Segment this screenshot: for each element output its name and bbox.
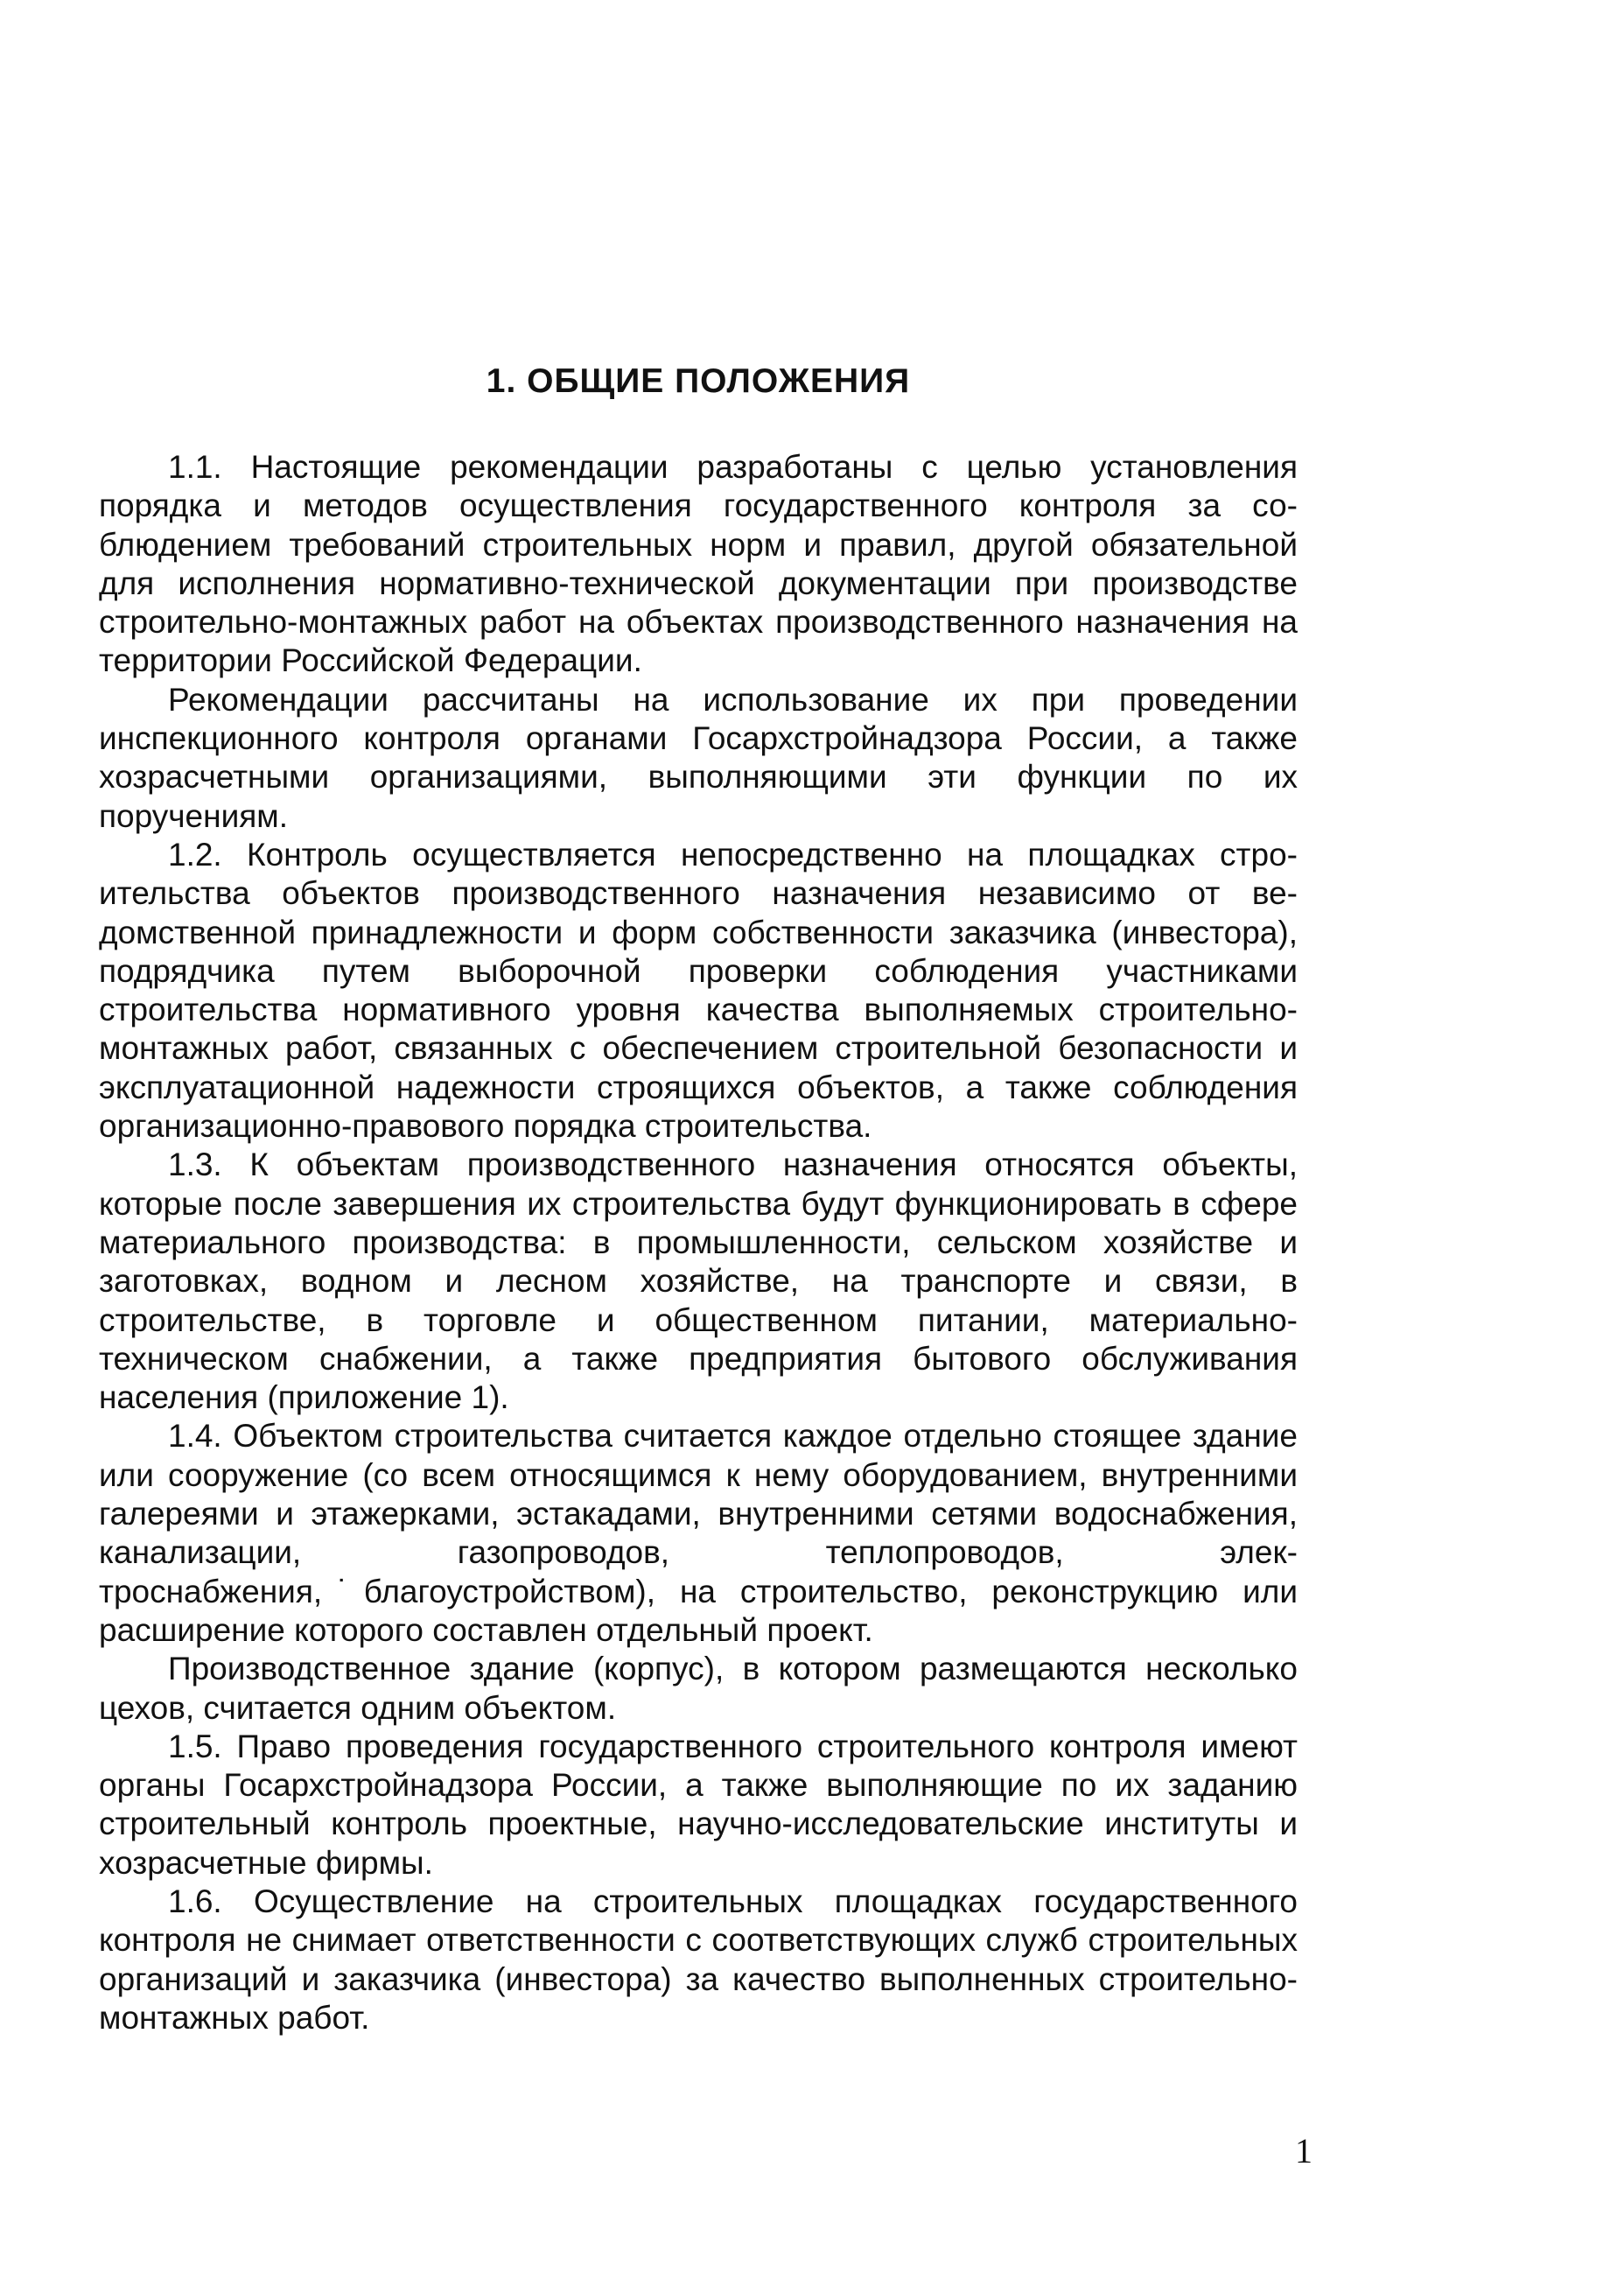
paragraph-1-1: 1.1. Настоящие рекомендации разработаны с целью установления порядка и методов осуществления государственного контроля за соблюдением требований строительных норм и правил, другой обязательной для исполнения нормативно-технической документации при производстве строительно-монтажных работ на объектах производственного назначения на территории Российской Федерации. xyxy=(99,449,1298,679)
paragraph-1-3: 1.3. К объектам производственного назначения относятся объекты, которые после завершения их строительства будут функционировать в сфере материального производства: в промышленности, сельском хозяйстве и заготовках, водном и лесном хозяйстве, на транспорте и связи, в строительстве, в торговле и общественном питании, материально-техническом снабжении, а также предприятия бытового обслуживания населения (приложение 1). xyxy=(99,1147,1298,1416)
page-number: 1 xyxy=(1295,2131,1312,2170)
section-heading: 1. ОБЩИЕ ПОЛОЖЕНИЯ xyxy=(486,362,911,400)
paragraph-1-5: 1.5. Право проведения государственного строительного контроля имеют органы Госархстройнадзора России, а также выполняющие по их заданию строительный контроль проектные, научно-исследовательские институты и хозрасчетные фирмы. xyxy=(99,1728,1298,1881)
paragraph-1-2: 1.2. Контроль осуществляется непосредственно на площадках строительства объектов производственного назначения независимо от ведомственной принадлежности и форм собственности заказчика (инвестора), подрядчика путем выборочной проверки соблюдения участниками строительства нормативного уровня качества выполняемых строительно-монтажных работ, связанных с обеспечением строительной безопасности и эксплуатационной надежности строящихся объектов, а также соблюдения организационно-правового порядка строительства. xyxy=(99,836,1298,1145)
body-text xyxy=(99,448,1298,2037)
paragraph-1-4: 1.4. Объектом строительства считается каждое отдельно стоящее здание или сооружение (со всем относящимся к нему оборудованием, внутренними галереями и этажерками, эстакадами, внутренними сетями водоснабжения, канализации, газопроводов, теплопроводов, электроснабжения,˙благоустройством), на строительство, реконструкцию или расширение которого составлен отдельный проект. xyxy=(99,1418,1298,1648)
paragraph-recommendations: Рекомендации рассчитаны на использование их при проведении инспекционного контроля органами Госархстройнадзора России, а также хозрасчетными организациями, выполняющими эти функции по их поручениям. xyxy=(99,681,1298,834)
paragraph-1-6: 1.6. Осуществление на строительных площадках государственного контроля не снимает ответственности с соответствующих служб строительных организаций и заказчика (инвестора) за качество выполненных строительно-монтажных работ. xyxy=(99,1883,1298,2036)
paragraph-production-building: Производственное здание (корпус), в котором размещаются несколько цехов, считается одним объектом. xyxy=(99,1651,1298,1726)
